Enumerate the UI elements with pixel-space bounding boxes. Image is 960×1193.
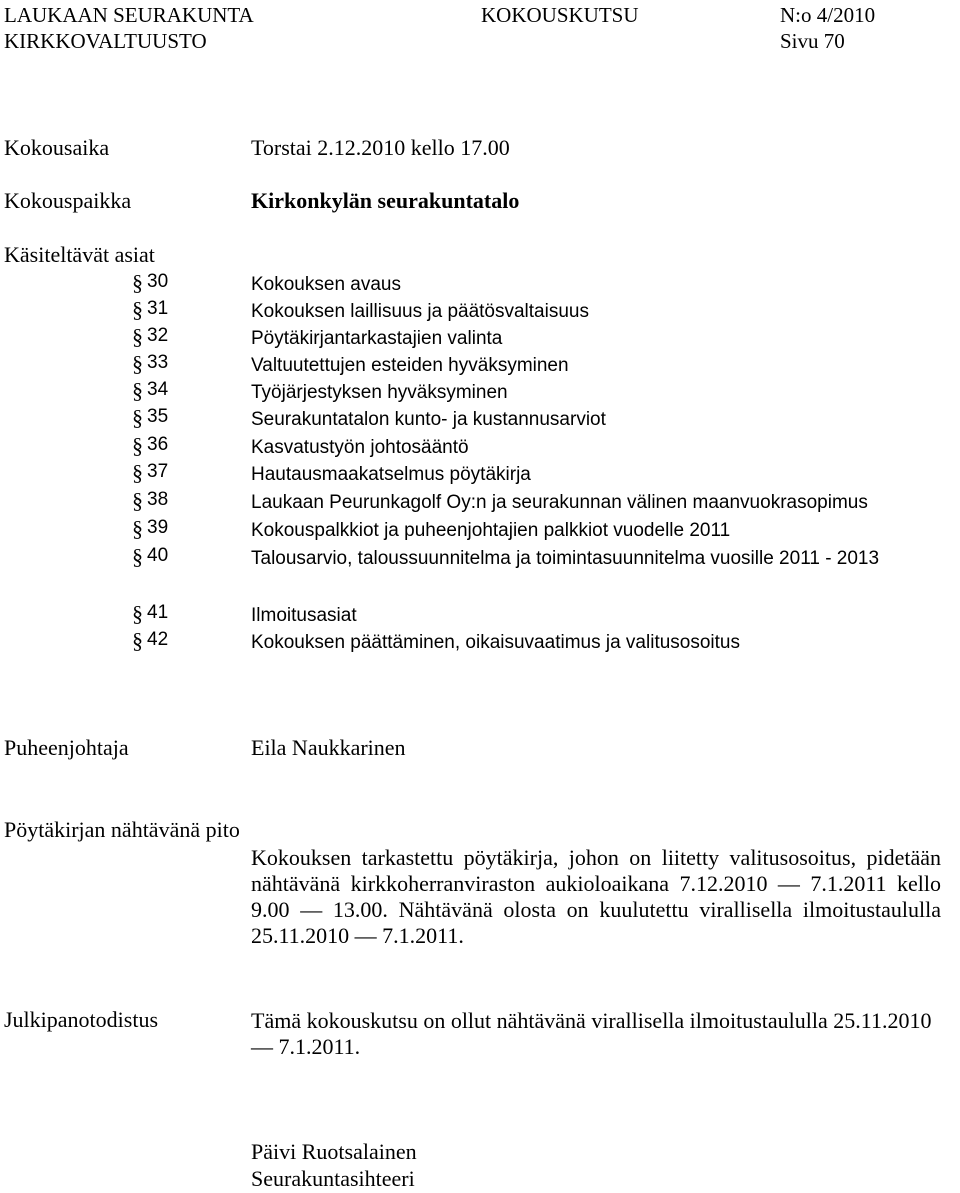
header-body: KIRKKOVALTUUSTO xyxy=(4,29,207,53)
agenda-item-number: 38 xyxy=(147,489,169,510)
agenda-item xyxy=(0,543,960,573)
header-page: Sivu 70 xyxy=(780,29,845,53)
agenda-item xyxy=(0,296,960,326)
agenda-item-title: Kokouksen päättäminen, oikaisuvaatimus ja valitusosoitus xyxy=(251,632,740,653)
agenda-item-number: 42 xyxy=(147,629,169,650)
meeting-time-label: Kokousaika xyxy=(4,135,110,160)
agenda-item-number: 40 xyxy=(147,545,169,566)
publication-certificate-label: Julkipanotodistus xyxy=(4,1007,159,1032)
signature-title: Seurakuntasihteeri xyxy=(251,1166,415,1191)
agenda-item xyxy=(0,459,960,489)
agenda-item-number: 33 xyxy=(147,352,169,373)
agenda-item-number: 39 xyxy=(147,517,169,538)
agenda-item-title: Valtuutettujen esteiden hyväksyminen xyxy=(251,355,569,376)
agenda-item xyxy=(0,269,960,299)
section-sign-icon: § xyxy=(132,488,143,513)
agenda-item-title: Pöytäkirjantarkastajien valinta xyxy=(251,328,503,349)
minutes-display-text: Kokouksen tarkastettu pöytäkirja, johon on liitetty valitusosoitus, pidetään nähtävänä kirkkoherranviraston aukioloaikana 7.12.2010 — 7.1.2011 kello 9.00 — 13.00. Nähtävänä olosta on kuulutettu virallisella ilmoitustaululla 25.11.2010 — 7.1.2011. xyxy=(251,845,941,948)
section-sign-icon: § xyxy=(132,433,143,458)
agenda-item-title: Kokouksen avaus xyxy=(251,274,401,295)
section-sign-icon: § xyxy=(132,628,143,653)
agenda-item xyxy=(0,627,960,657)
signature-name: Päivi Ruotsalainen xyxy=(251,1139,417,1164)
section-sign-icon: § xyxy=(132,405,143,430)
section-sign-icon: § xyxy=(132,378,143,403)
agenda-item-number: 37 xyxy=(147,461,169,482)
agenda-item-number: 36 xyxy=(147,434,169,455)
agenda-item-number: 34 xyxy=(147,379,169,400)
agenda-item-title: Laukaan Peurunkagolf Oy:n ja seurakunnan välinen maanvuokrasopimus xyxy=(251,492,868,513)
section-sign-icon: § xyxy=(132,270,143,295)
meeting-place-value: Kirkonkylän seurakuntatalo xyxy=(251,188,520,213)
agenda-item xyxy=(0,487,960,517)
agenda-item-title: Työjärjestyksen hyväksyminen xyxy=(251,382,508,403)
agenda-item-number: 30 xyxy=(147,271,169,292)
agenda-item-title: Kasvatustyön johtosääntö xyxy=(251,437,469,458)
chair-name: Eila Naukkarinen xyxy=(251,735,406,760)
meeting-time-value: Torstai 2.12.2010 kello 17.00 xyxy=(251,135,510,160)
section-sign-icon: § xyxy=(132,601,143,626)
agenda-item-number: 41 xyxy=(147,602,169,623)
section-sign-icon: § xyxy=(132,297,143,322)
section-sign-icon: § xyxy=(132,460,143,485)
section-sign-icon: § xyxy=(132,516,143,541)
agenda-item xyxy=(0,404,960,434)
publication-certificate-text: Tämä kokouskutsu on ollut nähtävänä virallisella ilmoitustaululla 25.11.2010 — 7.1.2011. xyxy=(251,1008,932,1059)
agenda-item-number: 35 xyxy=(147,406,169,427)
agenda-item-title: Seurakuntatalon kunto- ja kustannusarviot xyxy=(251,409,606,430)
agenda-item-title: Kokouspalkkiot ja puheenjohtajien palkkiot vuodelle 2011 xyxy=(251,520,731,541)
agenda-item xyxy=(0,515,960,545)
section-sign-icon: § xyxy=(132,324,143,349)
agenda-item-title: Kokouksen laillisuus ja päätösvaltaisuus xyxy=(251,301,589,322)
section-sign-icon: § xyxy=(132,351,143,376)
agenda-item xyxy=(0,432,960,462)
agenda-item xyxy=(0,323,960,353)
section-sign-icon: § xyxy=(132,544,143,569)
agenda-item-title: Ilmoitusasiat xyxy=(251,605,357,626)
agenda-item-title: Hautausmaakatselmus pöytäkirja xyxy=(251,464,531,485)
header-doc-type: KOKOUSKUTSU xyxy=(481,3,639,27)
agenda-item xyxy=(0,377,960,407)
agenda-item xyxy=(0,350,960,380)
minutes-display-label: Pöytäkirjan nähtävänä pito xyxy=(4,817,240,842)
meeting-place-label: Kokouspaikka xyxy=(4,188,132,213)
header-org: LAUKAAN SEURAKUNTA xyxy=(4,3,254,27)
header-number: N:o 4/2010 xyxy=(780,3,876,27)
chair-label: Puheenjohtaja xyxy=(4,735,129,760)
agenda-item-title: Talousarvio, taloussuunnitelma ja toimintasuunnitelma vuosille 2011 - 2013 xyxy=(251,548,880,569)
agenda-item-number: 32 xyxy=(147,325,169,346)
agenda-item xyxy=(0,600,960,630)
agenda-heading: Käsiteltävät asiat xyxy=(4,242,155,267)
agenda-item-number: 31 xyxy=(147,298,169,319)
